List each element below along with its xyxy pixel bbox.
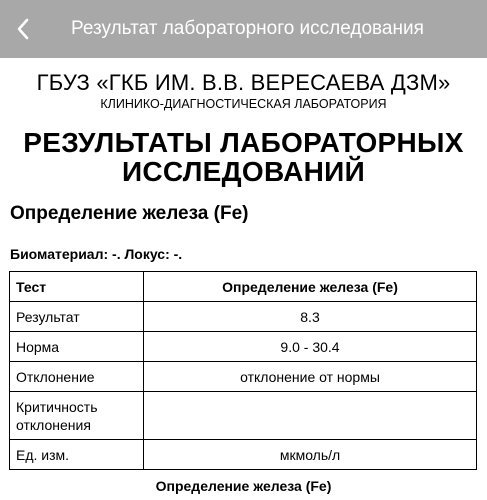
table-row xyxy=(10,362,477,392)
table-header-row xyxy=(10,272,477,302)
table-row xyxy=(10,440,477,470)
table-row xyxy=(10,302,477,332)
test-heading: Определение железа (Fe) xyxy=(10,203,249,224)
header-label-cell: Тест xyxy=(10,272,144,302)
report-title: РЕЗУЛЬТАТЫ ЛАБОРАТОРНЫХ ИССЛЕДОВАНИЙ xyxy=(23,127,464,187)
organization-subtitle: КЛИНИКО-ДИАГНОСТИЧЕСКАЯ ЛАБОРАТОРИЯ xyxy=(100,97,387,111)
row-value-norm: 9.0 - 30.4 xyxy=(144,332,477,362)
row-label-criticality: Критичность отклонения xyxy=(10,392,144,440)
row-value-criticality xyxy=(144,392,477,440)
row-label-units: Ед. изм. xyxy=(10,440,144,470)
table-row xyxy=(10,332,477,362)
row-value-result: 8.3 xyxy=(144,302,477,332)
row-label-deviation: Отклонение xyxy=(10,362,144,392)
biomaterial-line: Биоматериал: -. Локус: -. xyxy=(10,246,183,262)
header-value-cell: Определение железа (Fe) xyxy=(144,272,477,302)
table-row xyxy=(10,392,477,440)
app-header xyxy=(0,0,487,58)
organization-name: ГБУЗ «ГКБ ИМ. В.В. ВЕРЕСАЕВА ДЗМ» xyxy=(36,70,451,95)
row-label-result: Результат xyxy=(10,302,144,332)
back-button[interactable] xyxy=(0,0,46,58)
footer-caption: Определение железа (Fe) xyxy=(155,478,332,494)
row-value-units: мкмоль/л xyxy=(144,440,477,470)
chevron-left-icon xyxy=(16,18,30,40)
row-label-norm: Норма xyxy=(10,332,144,362)
results-table xyxy=(9,271,477,470)
row-value-deviation: отклонение от нормы xyxy=(144,362,477,392)
header-title: Результат лабораторного исследования xyxy=(71,18,424,39)
